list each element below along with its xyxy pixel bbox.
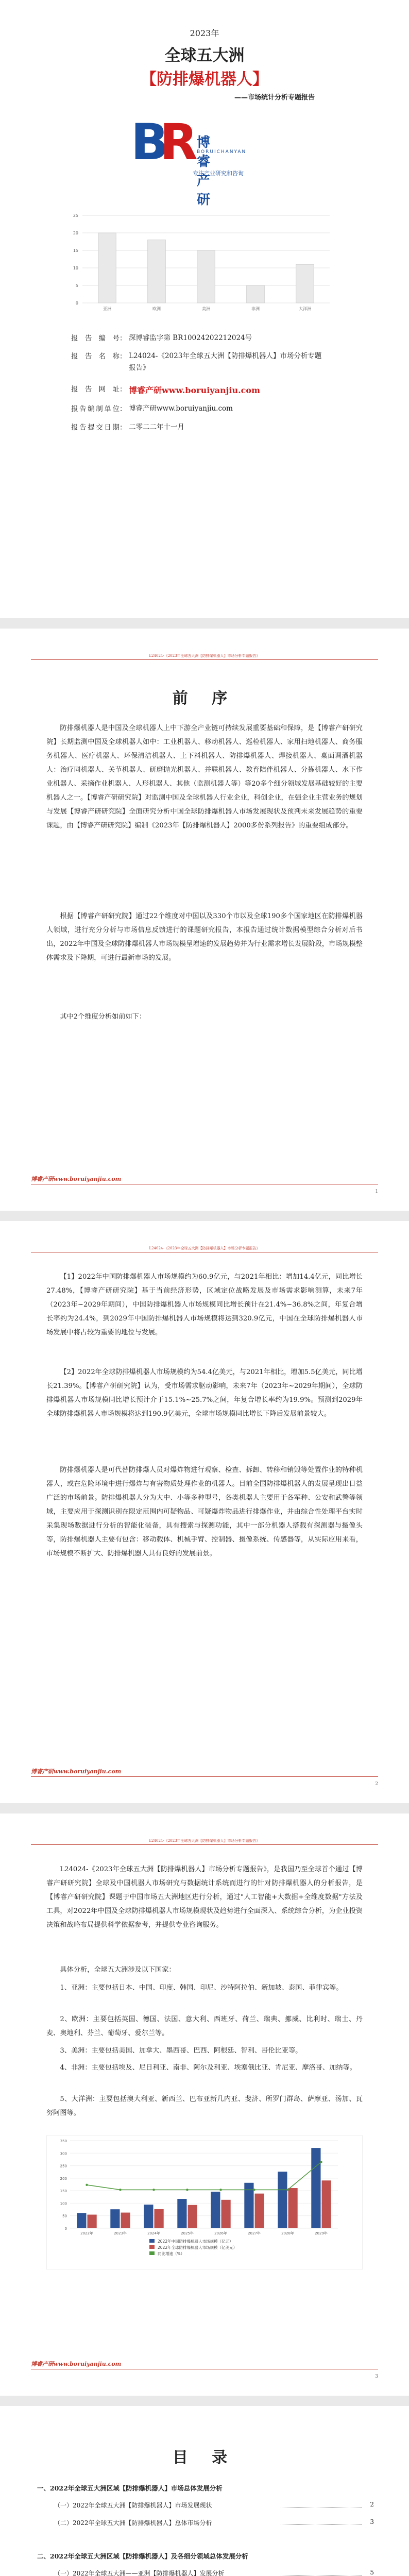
meta-url[interactable]: 博睿产研www.boruiyanjiu.com (129, 385, 260, 395)
growth-point (119, 2189, 121, 2191)
footer-brand: 博睿产研www.boruiyanjiu.com (31, 1176, 122, 1182)
y-tick-label: 300 (60, 2151, 67, 2156)
growth-point (253, 2189, 255, 2191)
bar (98, 233, 116, 303)
x-tick-label: 非洲 (251, 307, 260, 311)
x-tick-label: 欧洲 (152, 307, 161, 311)
bar (247, 285, 265, 303)
toc-section[interactable]: 二、2022年全球五大洲区域【防排爆机器人】及各细分领域总体发展分析 (37, 2552, 248, 2560)
bar (148, 240, 166, 303)
legend-swatch (149, 2251, 155, 2255)
meta-label: 报告网址 (71, 385, 120, 394)
toc-leader (281, 2524, 362, 2525)
bar-china (177, 2199, 186, 2228)
logo-letter-r: R (160, 113, 198, 171)
logo-slogan: 专注产业研究和咨询 (193, 170, 244, 177)
bar-china (77, 2213, 86, 2228)
y-tick-label: 10 (73, 266, 78, 270)
bar-china (311, 2148, 320, 2228)
y-tick-label: 0 (75, 301, 78, 306)
logo-en-text: BORUICHANYAN (197, 149, 247, 155)
x-tick-label: 2025年 (181, 2231, 194, 2235)
y-tick-label: 150 (60, 2189, 67, 2194)
region-item: 4、非洲：主要包括埃及、尼日利亚、南非、阿尔及利亚、埃塞俄比亚、肯尼亚、摩洛哥、加纳等。 (60, 2064, 356, 2072)
x-tick-label: 2023年 (114, 2231, 127, 2235)
page-number: 2 (375, 1782, 378, 1787)
meta-label: 报告编制单位 (71, 405, 120, 413)
growth-point (320, 2161, 322, 2163)
market-combo-chart (46, 2136, 363, 2269)
region-item: 3、美洲：主要包括美国、加拿大、墨西哥、巴西、阿根廷、智利、哥伦比亚等。 (60, 2047, 302, 2055)
toc-page-number: 3 (370, 2518, 374, 2526)
page-number: 3 (375, 2374, 378, 2379)
logo-cn-text: 博睿产研 (197, 135, 212, 208)
page-number: 1 (375, 1189, 378, 1194)
preface-paragraph: 其中2个维度分析如前如下： (60, 1013, 146, 1021)
bar-china (110, 2209, 120, 2228)
preface-page (0, 629, 409, 1211)
x-tick-label: 2022年 (80, 2231, 93, 2235)
legend-label: 2022年中国防排爆机器人市场规模（亿元） (158, 2239, 233, 2244)
meta-label: 报告提交日期 (71, 423, 120, 432)
bar (296, 264, 314, 303)
legend-label: 同比增速（%） (158, 2251, 185, 2256)
toc-title: 目 录 (172, 2449, 237, 2467)
bar (197, 250, 215, 303)
x-tick-label: 大洋洲 (299, 307, 311, 311)
preface-title: 前 序 (172, 689, 237, 707)
y-tick-label: 350 (60, 2139, 67, 2143)
y-tick-label: 200 (60, 2176, 67, 2181)
bar-global (322, 2180, 331, 2228)
logo-letter-b: B (131, 113, 169, 171)
bar-global (255, 2194, 264, 2228)
x-tick-label: 2029年 (315, 2231, 328, 2235)
growth-point (186, 2189, 188, 2191)
cover-bar-chart (62, 211, 340, 314)
running-header: L24024-《2023年全球五大洲【防排爆机器人】市场分析专题报告》 (31, 1246, 378, 1252)
region-item: 2、欧洲：主要包括英国、德国、法国、意大利、西班牙、荷兰、瑞典、挪威、比利时、瑞士、丹麦、奥地利、芬兰、葡萄牙、爱尔兰等。 (46, 2015, 363, 2038)
bar-global (121, 2213, 130, 2228)
meta-value: 深博睿监字第 BR10024202212024号 (129, 334, 252, 342)
x-tick-label: 2028年 (281, 2231, 294, 2235)
region-item: 5、大洋洲：主要包括澳大利亚、新西兰、巴布亚新几内亚、斐济、所罗门群岛、萨摩亚、汤加、瓦努阿图等。 (46, 2095, 363, 2117)
footer-brand: 博睿产研www.boruiyanjiu.com (31, 2361, 122, 2367)
toc-section[interactable]: 一、2022年全球五大洲区域【防排爆机器人】市场总体发展分析 (37, 2484, 223, 2492)
brand-logo (131, 113, 247, 208)
y-tick-label: 20 (73, 231, 78, 235)
preface-paragraph: 根据【博睿产研研究院】通过22个维度对中国以及330个市以及全球190多个国家地区在防排爆机器人领域，进行充分分析与市场信息反馈进行的课题研究报告，本报告通过统计数据模型综合分析对后书出，2022年中国及全球防排爆机器人市场规模呈增速的发展趋势并为行业需求增长发展阶段，市场规模整体需求及下降期，可进行最新市场的发展。 (46, 912, 363, 962)
body-paragraph: 具体分析，全球五大洲涉及以下国家： (60, 1966, 176, 1974)
y-tick-label: 15 (73, 248, 78, 253)
toc-page (0, 2406, 409, 2576)
legend-label: 2022年全球防排爆机器人市场规模（亿美元） (158, 2245, 237, 2250)
bar-china (278, 2172, 287, 2228)
meta-value: 博睿产研www.boruiyanjiu.com (129, 404, 233, 413)
meta-label: 报告编号 (71, 334, 120, 343)
meta-value: L24024-《2023年全球五大洲【防排爆机器人】市场分析专题报告》 (129, 352, 322, 372)
x-tick-label: 2027年 (248, 2231, 261, 2235)
preface-paragraph: 防排爆机器人是中国及全球机器人上中下游全产业链可持续发展重要基础和保障，是【博睿产研研究院】长期监测中国及全球机器人如中：工业机器人、移动机器人、巡检机器人、家用扫地机器人、商务服务机器人、医疗机器人、环保清洁机器人、上下料机器人、防排爆机器人、焊接机器人、桌面调酒机器人：治疗同机器人、关节机器人、研磨抛光机器人、并联机器人、教育陪伴机器人、分拣机器人、水下作业机器人、采摘作业机器人、人形机器人、其他（监测机器人等）等20多个细分领域发展基础较好的主要机器人之一。【博睿产研研究院】对监测中国及全球机器人行业企业，科创企业，在强企业主营业务的规划与发展【博睿产研研究院】全面研究分析中国全球防排爆机器人市场发展现状及预判未来发展趋势的重要课题，由【博睿产研研究院】编制《2023年【防排爆机器人】2000多份系列报告》的重要组成部分。 (46, 724, 363, 830)
y-tick-label: 5 (75, 283, 78, 288)
cover-tagline: ——市场统计分析专题报告 (234, 94, 315, 101)
bar-global (88, 2215, 97, 2228)
y-tick-label: 250 (60, 2164, 67, 2168)
x-tick-label: 亚洲 (103, 307, 111, 311)
toc-subsection[interactable]: （一）2022年全球五大洲【防排爆机器人】市场发展现状 (54, 2502, 212, 2509)
bar-global (288, 2188, 298, 2228)
region-item: 1、亚洲：主要包括日本、中国、印度、韩国、印尼、沙特阿拉伯、新加坡、泰国、菲律宾等。 (60, 1984, 343, 1992)
meta-label: 报告名称 (71, 352, 120, 361)
cover-page: 2023年 全球五大洲 【防排爆机器人】 ——市场统计分析专题报告 B R 博睿产研 BORUICHANYAN 专注产业研究和咨询 0 5 10 15 20 25 亚洲 欧洲 美洲 非洲 大洋洲 报告编号： 深博睿监字第 BR10024202212024号 报告名称： L24024-《2023年全球五大洲【防排爆机器人】市场分析专题报告》 报告网址： 博睿产研www.boruiyanjiu.com 报告编制单位： 博睿产研www.boruiyanjiu.com 报告提交日期： 二零二二年十一月 (0, 0, 409, 618)
bar-global (221, 2200, 231, 2228)
y-tick-label: 0 (64, 2227, 67, 2231)
growth-point (86, 2184, 88, 2186)
cover-title: 全球五大洲 (164, 46, 245, 65)
content-page (0, 1814, 409, 2396)
content-page (0, 1221, 409, 1803)
bar-global (188, 2205, 197, 2228)
body-paragraph: 防排爆机器人是可代替防排爆人员对爆炸物进行观察、检查、拆卸、转移和销毁等处置作业的特种机器人，或在危险环境中进行爆炸与有害物质处理作业的机器人。目前全国防排爆机器人的发展呈现出日益广泛的市场前景。防排爆机器人分为大中、小等多种型号，各类机器人主要用于各军种、公安和武警等领域，主要应用于探测识别在限定范围内可疑物品、可疑爆炸物品进行排爆作业，并由综合性处理平台实时采集现场数据进行分析的智能化装备，具有搜索与探测功能，其中一部分机器人搭载有探测器与摄像头等，防排爆机器人主要有包含：移动载体、机械手臂、控制器、摄像系统、传感器等，从实际应用来看，市场规模不断扩大、防排爆机器人具有良好的发展前景。 (46, 1466, 363, 1558)
y-tick-label: 25 (73, 213, 78, 218)
footer-brand: 博睿产研www.boruiyanjiu.com (31, 1768, 122, 1775)
x-tick-label: 2024年 (147, 2231, 160, 2235)
toc-page-number: 5 (370, 2569, 374, 2576)
running-header: L24024-《2023年全球五大洲【防排爆机器人】市场分析专题报告》 (31, 653, 378, 660)
x-tick-label: 美洲 (202, 307, 210, 311)
cover-year: 2023年 (190, 28, 219, 38)
legend-swatch (149, 2245, 155, 2249)
running-header: L24024-《2023年全球五大洲【防排爆机器人】市场分析专题报告》 (31, 1838, 378, 1845)
body-paragraph: 【1】2022年中国防排爆机器人市场规模约为60.9亿元，与2021年相比：增加14.4亿元，同比增长27.48%，【博睿产研研究院】基于当前经济形势，区域定位战略发展及市场需求影响测算，未来7年（2023年~2029年期间），中国防排爆机器人市场规模同比增长预计在21.4%~36.8%之间，年复合增长率约为24.4%，到2029年中国防排爆机器人市场规模将达到320.9亿元，中国在全球防排爆机器人市场发展中将占较为重要的地位与发展。 (46, 1273, 363, 1337)
meta-value: 二零二二年十一月 (129, 423, 184, 431)
toc-subsection[interactable]: （二）2022年全球五大洲【防排爆机器人】总体市场分析 (54, 2519, 212, 2527)
footer-rule (31, 1776, 378, 1777)
legend-swatch (149, 2239, 155, 2243)
body-paragraph: 【2】2022年全球防排爆机器人市场规模约为54.4亿美元，与2021年相比，增加5.5亿美元，同比增长21.39%。【博睿产研研究院】认为，受市场需求驱动影响，未来7年（2023年~2029年期间），全球防排爆机器人市场规模同比增长预计介于15.1%~25.7%之间，年复合增长率约为19.9%。预测到2029年全球防排爆机器人市场规模将达到190.9亿美元，全球市场规模同比增长下降后发展前景较大。 (46, 1368, 363, 1418)
y-tick-label: 50 (62, 2214, 67, 2218)
y-tick-label: 100 (60, 2201, 67, 2206)
bar-china (211, 2192, 220, 2228)
growth-point (152, 2189, 155, 2191)
body-paragraph: L24024-《2023年全球五大洲【防排爆机器人】市场分析专题报告》，是我国乃至全球首个通过【博睿产研研究院】全球及中国机器人市场研究与数据统计系统而进行的针对防排爆机器人的分析报告，是【博睿产研研究院】课题于中国市场五大洲地区进行分析，通过"人工智能+大数据+全维度数据"方法及工具，对2022年中国及全球防排爆机器人市场规模现状及趋势进行全面深入、系统综合分析，为企业投资决策和战略布局提供科学依据参考，并提供专业咨询服务。 (46, 1866, 363, 1929)
bar-global (155, 2209, 164, 2228)
growth-point (286, 2189, 288, 2191)
toc-page-number: 2 (370, 2501, 374, 2508)
growth-point (219, 2189, 221, 2191)
cover-subtitle: 【防排爆机器人】 (141, 70, 268, 89)
toc-subsection[interactable]: （一）2022年全球五大洲——亚洲【防排爆机器人】发展分析 (54, 2570, 225, 2576)
x-tick-label: 2026年 (214, 2231, 227, 2235)
bar-china (144, 2205, 153, 2228)
